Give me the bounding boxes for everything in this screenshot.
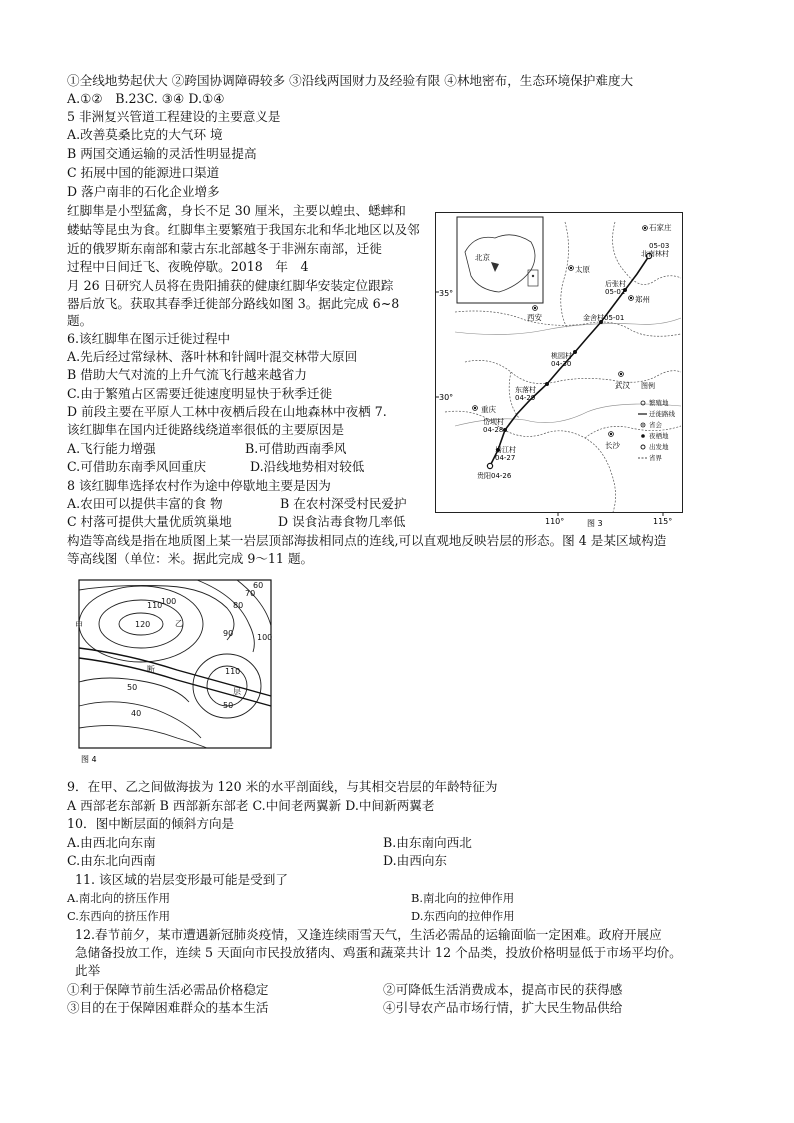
question-9: 9．在甲、乙之间做海拔为 120 米的水平剖面线，与其相交岩层的年龄特征为 bbox=[67, 779, 498, 794]
contour-label: 70 bbox=[245, 589, 256, 598]
passage-line: 蝼蛄等昆虫为食。红脚隼主要繁殖于我国东北和华北地区以及邻 bbox=[67, 222, 420, 237]
q11-option-b: B.南北向的拉伸作用 bbox=[411, 891, 515, 905]
passage-line: 近的俄罗斯东南部和蒙古东北部越冬于非洲东南部，迁徙 bbox=[67, 241, 382, 256]
q6-option-b: B 借助大气对流的上升气流飞行越来越省力 bbox=[67, 367, 307, 382]
contour-label: 50 bbox=[223, 701, 234, 710]
lat-35-label: 35° bbox=[439, 289, 454, 298]
q12-statement-3: ③目的在于保障困难群众的基本生活 bbox=[67, 1000, 269, 1015]
question-7: 该红脚隼在国内迁徙路线绕道率很低的主要原因是 bbox=[67, 422, 345, 437]
stop-date: 05-03 bbox=[649, 242, 670, 250]
q12-statement-1: ①利于保障节前生活必需品价格稳定 bbox=[67, 982, 269, 997]
contour-label: 100 bbox=[161, 597, 177, 606]
fault-label: 断 bbox=[147, 665, 155, 674]
passage-line: 器后放飞。获取其春季迁徙部分路线如图 3。据此完成 6~8 bbox=[67, 296, 400, 311]
city-label: 石家庄 bbox=[649, 223, 672, 232]
passage-line: 等高线图（单位：米。据此完成 9～11 题。 bbox=[67, 551, 314, 566]
legend-item: 迁徙路线 bbox=[649, 410, 675, 418]
lat-30-label: 30° bbox=[439, 393, 454, 402]
stop-label: 东落村 bbox=[515, 386, 536, 394]
question-11: 11. 该区域的岩层变形最可能是受到了 bbox=[75, 872, 288, 887]
stop-label: 北南林村 bbox=[641, 250, 669, 258]
city-label: 郑州 bbox=[635, 295, 650, 304]
stop-label: 岩江村 bbox=[495, 446, 516, 454]
contour-label: 60 bbox=[253, 581, 264, 590]
question-10: 10．图中断层面的倾斜方向是 bbox=[67, 816, 235, 831]
q10-option-b: B.由东南向西北 bbox=[383, 835, 472, 850]
q12-statement-4: ④引导农产品市场行情，扩大民生物品供给 bbox=[383, 1000, 623, 1015]
q10-option-c: C.由东北向西南 bbox=[67, 853, 156, 868]
stop-date: 04-27 bbox=[495, 454, 516, 462]
q5-option-d: D 落户南非的石化企业增多 bbox=[67, 184, 220, 199]
contour-label: 40 bbox=[131, 709, 142, 718]
city-label: 重庆 bbox=[481, 405, 496, 414]
q11-option-d: D.东西向的拉伸作用 bbox=[411, 909, 515, 923]
stop-date: 04-30 bbox=[551, 360, 572, 368]
passage-line: 红脚隼是小型猛禽，身长不足 30 厘米，主要以蝗虫、蟋蟀和 bbox=[67, 203, 406, 218]
q6-option-a: A.先后经过常绿林、落叶林和针阔叶混交林带大原回 bbox=[67, 349, 358, 364]
passage-line: 构造等高线是指在地质图上某一岩层顶部海拔相同点的连线,可以直观地反映岩层的形态。图 4 是某区域构造 bbox=[67, 533, 667, 548]
q5-option-a: A.改善莫桑比克的大气环 境 bbox=[67, 127, 223, 142]
question-5: 5 非洲复兴管道工程建设的主要意义是 bbox=[67, 109, 281, 124]
contour-label: 90 bbox=[223, 629, 234, 638]
figure-3-caption: 图 3 bbox=[587, 519, 603, 528]
stop-label: 金舍村05-01 bbox=[583, 314, 625, 322]
q8-option-d: D 误食沾毒食物几率低 bbox=[278, 514, 406, 529]
contour-label: 100 bbox=[257, 633, 273, 642]
q8-option-c: C 村落可提供大量优质筑巢地 bbox=[67, 514, 232, 529]
contour-label: 80 bbox=[233, 601, 244, 610]
question-6: 6.该红脚隼在图示迁徙过程中 bbox=[67, 331, 231, 346]
legend-item: 省会 bbox=[649, 421, 662, 429]
city-label: 武汉 bbox=[615, 381, 630, 390]
inset-map bbox=[457, 217, 543, 303]
contour-label: 110 bbox=[147, 601, 163, 610]
question-12-cont: 急储备投放工作，连续 5 天面向市民投放猪肉、鸡蛋和蔬菜共计 12 个品类，投放价格明显低于市场平均价。 bbox=[75, 945, 682, 960]
question-12-cont: 此举 bbox=[75, 963, 101, 978]
lon-115-label: 115° bbox=[653, 517, 673, 526]
figure-4-caption: 图 4 bbox=[81, 755, 97, 764]
city-label: 西安 bbox=[527, 313, 542, 322]
q8-option-b: B 在农村深受村民爱护 bbox=[280, 496, 407, 511]
q6-option-d: D 前段主要在平原人工林中夜栖后段在山地森林中夜栖 7. bbox=[67, 404, 387, 419]
inset-beijing-label: 北京 bbox=[475, 253, 490, 262]
q10-option-d: D.由西向东 bbox=[383, 853, 448, 868]
option-statements: ①全线地势起伏大 ②跨国协调障碍较多 ③沿线两国财力及经验有限 ④林地密布，生态环境保护难度大 bbox=[67, 73, 634, 88]
q7-option-a: A.飞行能力增强 bbox=[67, 441, 156, 456]
contour-label: 50 bbox=[127, 683, 138, 692]
stop-label: 桃园村 bbox=[551, 352, 572, 360]
city-label: 长沙 bbox=[605, 441, 620, 450]
q10-option-a: A.由西北向东南 bbox=[67, 835, 156, 850]
q9-options: A 西部老东部新 B 西部新东部老 C.中间老两翼新 D.中间新两翼老 bbox=[67, 798, 435, 813]
q5-option-c: C 拓展中国的能源进口渠道 bbox=[67, 165, 220, 180]
stop-date: 05-02 bbox=[605, 288, 626, 296]
answer-options: A.①② B.23C. ③④ D.①④ bbox=[67, 91, 225, 106]
legend-item: 省界 bbox=[649, 454, 662, 462]
stop-date: 04-29 bbox=[515, 394, 536, 402]
question-12: 12.春节前夕，某市遭遇新冠肺炎疫情，又逢连续雨雪天气，生活必需品的运输面临一定困难。政府开展应 bbox=[75, 927, 662, 942]
point-yi-label: 乙 bbox=[175, 619, 183, 628]
legend-item: 夜栖地 bbox=[649, 432, 669, 440]
passage-line: 过程中日间迁飞、夜晚停歇。2018 年 4 bbox=[67, 259, 309, 274]
q6-option-c: C.由于繁殖占区需要迁徙速度明显快于秋季迁徙 bbox=[67, 386, 333, 401]
stop-label: 贵阳04-26 bbox=[477, 472, 512, 480]
q7-option-c: C.可借助东南季风回重庆 bbox=[67, 459, 207, 474]
legend-title: 图例 bbox=[641, 382, 655, 390]
fault-label: 层 bbox=[233, 687, 241, 696]
passage-line: 题。 bbox=[67, 313, 93, 328]
migration-route-map bbox=[435, 212, 683, 530]
legend-item: 出发地 bbox=[649, 443, 669, 451]
contour-label: 120 bbox=[135, 620, 151, 629]
stop-date: 04-28 bbox=[483, 426, 504, 434]
q8-option-a: A.农田可以提供丰富的食 物 bbox=[67, 496, 223, 511]
structure-contour-map bbox=[77, 578, 277, 766]
city-label: 太原 bbox=[575, 265, 590, 274]
q7-option-d: D.沿线地势相对较低 bbox=[250, 459, 365, 474]
q12-statement-2: ②可降低生活消费成本，提高市民的获得感 bbox=[383, 982, 623, 997]
q7-option-b: B.可借助西南季风 bbox=[245, 441, 347, 456]
q11-option-a: A.南北向的挤压作用 bbox=[67, 891, 170, 905]
contour-label: 110 bbox=[225, 667, 241, 676]
passage-line: 月 26 日研究人员将在贵阳捕获的健康红脚华安装定位跟踪 bbox=[67, 278, 394, 293]
legend-item: 繁殖地 bbox=[649, 399, 669, 407]
point-jia-label: 甲 bbox=[75, 621, 83, 630]
q11-option-c: C.东西向的挤压作用 bbox=[67, 909, 171, 923]
q5-option-b: B 两国交通运输的灵活性明显提高 bbox=[67, 146, 257, 161]
stop-label: 岱坝村 bbox=[483, 418, 504, 426]
stop-label: 后张村 bbox=[605, 280, 626, 288]
question-8: 8 该红脚隼选择农村作为途中停歇地主要是因为 bbox=[67, 478, 331, 493]
lon-110-label: 110° bbox=[545, 517, 565, 526]
